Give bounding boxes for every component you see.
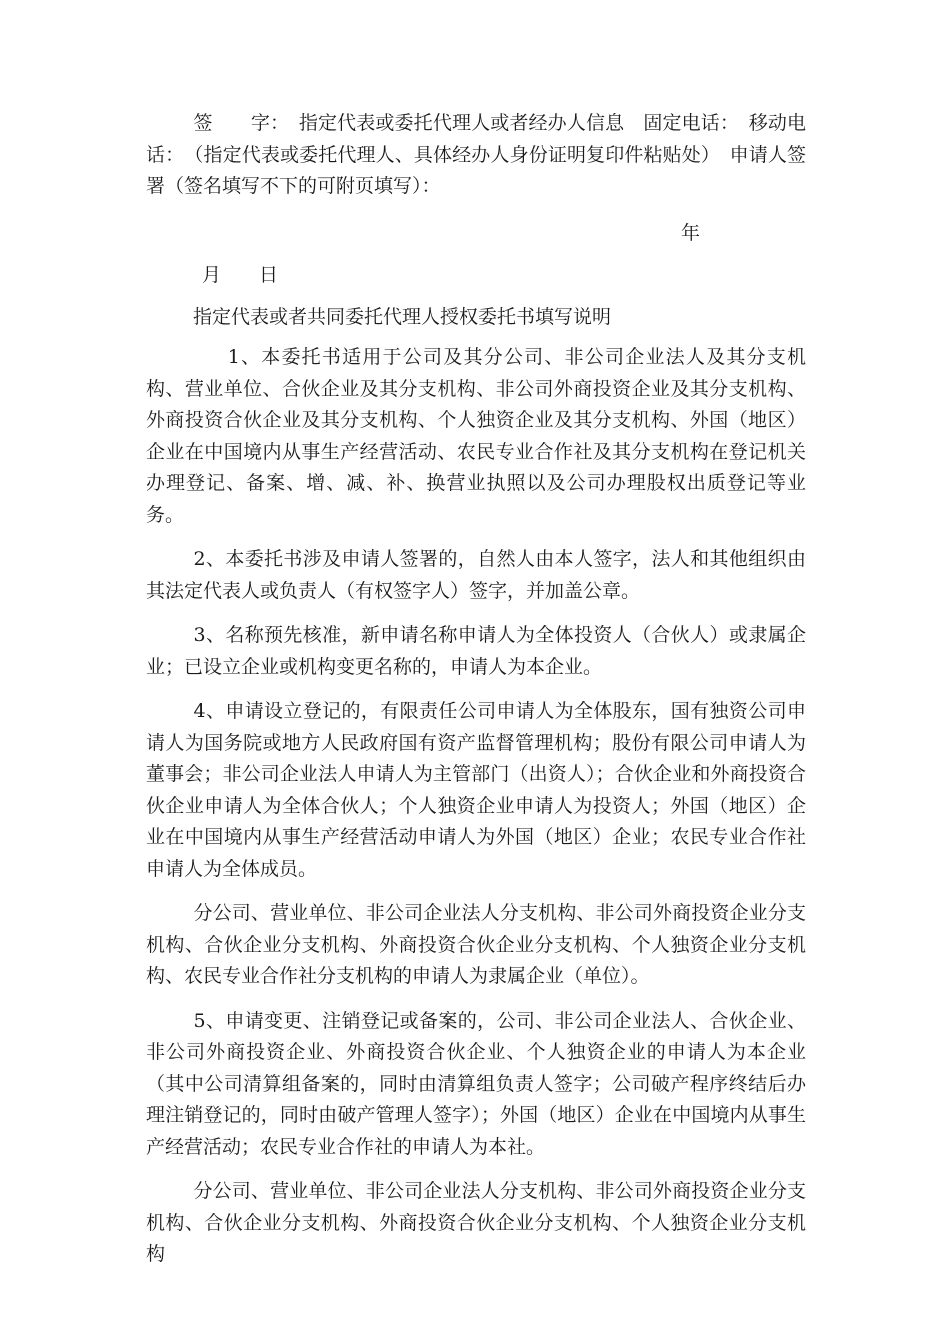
instruction-paragraph-4: 4、申请设立登记的，有限责任公司申请人为全体股东，国有独资公司申请人为国务院或地方人民政府国有资产监督管理机构；股份有限公司申请人为董事会；非公司企业法人申请人为主管部门（出资人）；合伙企业和外商投资合伙企业申请人为全体合伙人；个人独资企业申请人为投资人；外国（地区）企业在中国境内从事生产经营活动申请人为外国（地区）企业；农民专业合作社申请人为全体成员。 xyxy=(146,700,806,880)
header-paragraph: 签 字： 指定代表或委托代理人或者经办人信息 固定电话： 移动电话： （指定代表或委托代理人、具体经办人身份证明复印件粘贴处） 申请人签署（签名填写不下的可附页填写）： xyxy=(146,112,806,197)
header-paragraph-block xyxy=(146,108,806,203)
instruction-paragraph-1: 1、本委托书适用于公司及其分公司、非公司企业法人及其分支机构、营业单位、合伙企业及其分支机构、非公司外商投资企业及其分支机构、外商投资合伙企业及其分支机构、个人独资企业及其分支机构、外国（地区）企业在中国境内从事生产经营活动、农民专业合作社及其分支机构在登记机关办理登记、备案、增、减、补、换营业执照以及公司办理股权出质登记等业务。 xyxy=(146,346,806,526)
section-title: 指定代表或者共同委托代理人授权委托书填写说明 xyxy=(193,306,612,328)
day-label: 日 xyxy=(259,264,279,286)
month-label: 月 xyxy=(202,264,222,286)
year-label: 年 xyxy=(681,222,701,244)
instructions-body xyxy=(146,342,806,1271)
instruction-paragraph-4-branch: 分公司、营业单位、非公司企业法人分支机构、非公司外商投资企业分支机构、合伙企业分支机构、外商投资合伙企业分支机构、个人独资企业分支机构、农民专业合作社分支机构的申请人为隶属企业（单位）。 xyxy=(146,902,806,987)
instruction-paragraph-5: 5、申请变更、注销登记或备案的，公司、非公司企业法人、合伙企业、非公司外商投资企业、外商投资合伙企业、个人独资企业的申请人为本企业（其中公司清算组备案的，同时由清算组负责人签字；公司破产程序终结后办理注销登记的，同时由破产管理人签字）；外国（地区）企业在中国境内从事生产经营活动；农民专业合作社的申请人为本社。 xyxy=(146,1009,806,1158)
instruction-paragraph-2: 2、本委托书涉及申请人签署的，自然人由本人签字，法人和其他组织由其法定代表人或负责人（有权签字人）签字，并加盖公章。 xyxy=(146,548,806,602)
instruction-paragraph-5-branch: 分公司、营业单位、非公司企业法人分支机构、非公司外商投资企业分支机构、合伙企业分支机构、外商投资合伙企业分支机构、个人独资企业分支机构 xyxy=(146,1180,806,1265)
month-day-line xyxy=(202,260,278,292)
instruction-paragraph-3: 3、名称预先核准，新申请名称申请人为全体投资人（合伙人）或隶属企业；已设立企业或机构变更名称的，申请人为本企业。 xyxy=(146,624,806,678)
